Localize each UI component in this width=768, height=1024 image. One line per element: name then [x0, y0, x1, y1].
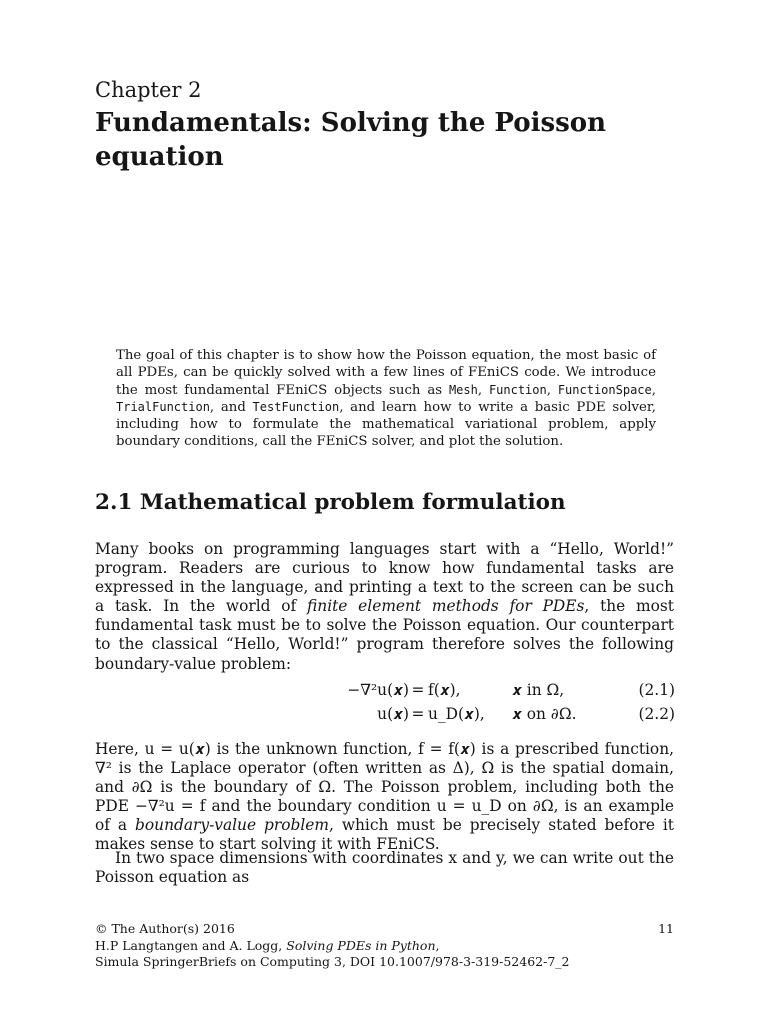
series-doi: Simula SpringerBriefs on Computing 3, DOI 10.1007/978-3-319-52462-7_2	[95, 954, 570, 969]
abstract-text: The goal of this chapter is to show how the Poisson equation, the most basic of all PDEs, can be quickly solved with a few lines of FEniCS code. We introduce the most fundamental FEniCS objects such as	[116, 348, 656, 398]
equation-lhs: −∇²u(𝒙)	[347, 681, 409, 699]
equation-rhs: u_D(𝒙),	[428, 705, 485, 723]
page-footer	[95, 921, 674, 971]
code-mesh: Mesh	[448, 382, 478, 397]
abstract-sep: , and	[209, 400, 253, 416]
chapter-label: Chapter 2	[95, 78, 202, 102]
paragraph-intro	[95, 540, 674, 674]
equation-equals: =	[411, 681, 425, 699]
paragraph-definitions	[95, 740, 674, 855]
chapter-abstract	[116, 348, 656, 451]
equation-2-2	[255, 703, 675, 725]
page-number: 11	[658, 921, 674, 936]
equation-2-1	[255, 679, 675, 701]
equation-domain: 𝒙 in Ω,	[512, 681, 565, 699]
code-functionspace: FunctionSpace	[557, 382, 652, 397]
emphasis-text: finite element methods for PDEs	[307, 597, 585, 616]
abstract-sep: ,	[651, 382, 656, 398]
code-trialfunction: TrialFunction	[116, 400, 210, 415]
book-citation	[95, 938, 674, 955]
paragraph-text: Here, u = u(𝒙) is the unknown function, f = f(𝒙) is a prescribed function, ∇² is the Laplace operator (often written as Δ), Ω is the spatial domain, and ∂Ω is the boundary of Ω. The Poisson problem, including both the PDE −∇²u = f and the boundary condition u = u_D on ∂Ω, is an example of a	[95, 740, 674, 835]
equation-lhs: u(𝒙)	[377, 705, 409, 723]
authors-end: ,	[435, 937, 440, 953]
code-function: Function	[488, 382, 547, 397]
equation-rhs: f(𝒙),	[428, 681, 461, 699]
equation-number: (2.2)	[638, 705, 675, 723]
paragraph-text: , the most fundamental task must be to solve the Poisson equation. Our counterpart to the classical “Hello, World!” program therefore solves the following boundary-value problem:	[95, 597, 674, 673]
section-heading: 2.1 Mathematical problem formulation	[95, 490, 566, 515]
emphasis-text: boundary-value problem	[135, 816, 329, 835]
copyright-notice: © The Author(s) 2016	[95, 921, 235, 936]
code-testfunction: TestFunction	[252, 400, 340, 415]
equation-number: (2.1)	[638, 681, 675, 699]
chapter-title: Fundamentals: Solving the Poisson equation	[95, 108, 607, 172]
equation-equals: =	[411, 705, 425, 723]
authors: H.P Langtangen and A. Logg,	[95, 937, 287, 953]
paragraph-text: , which must be precisely stated before it makes sense to start solving it with FEniCS.	[95, 816, 674, 854]
paragraph-text: Many books on programming languages start with a “Hello, World!” program. Readers are curious to know how fundamental tasks are expressed in the language, and printing a text to the screen can be such a task. In the world of	[95, 540, 674, 616]
equation-domain: 𝒙 on ∂Ω.	[512, 705, 577, 723]
abstract-sep: ,	[546, 382, 558, 398]
abstract-sep: ,	[477, 382, 489, 398]
abstract-text: , and learn how to write a basic PDE solver, including how to formulate the mathematical variational problem, apply boundary conditions, call the FEniCS solver, and plot the solution.	[116, 400, 656, 449]
paragraph-2d: In two space dimensions with coordinates x and y, we can write out the Poisson equation as	[95, 849, 674, 887]
book-title: Solving PDEs in Python	[286, 937, 436, 953]
